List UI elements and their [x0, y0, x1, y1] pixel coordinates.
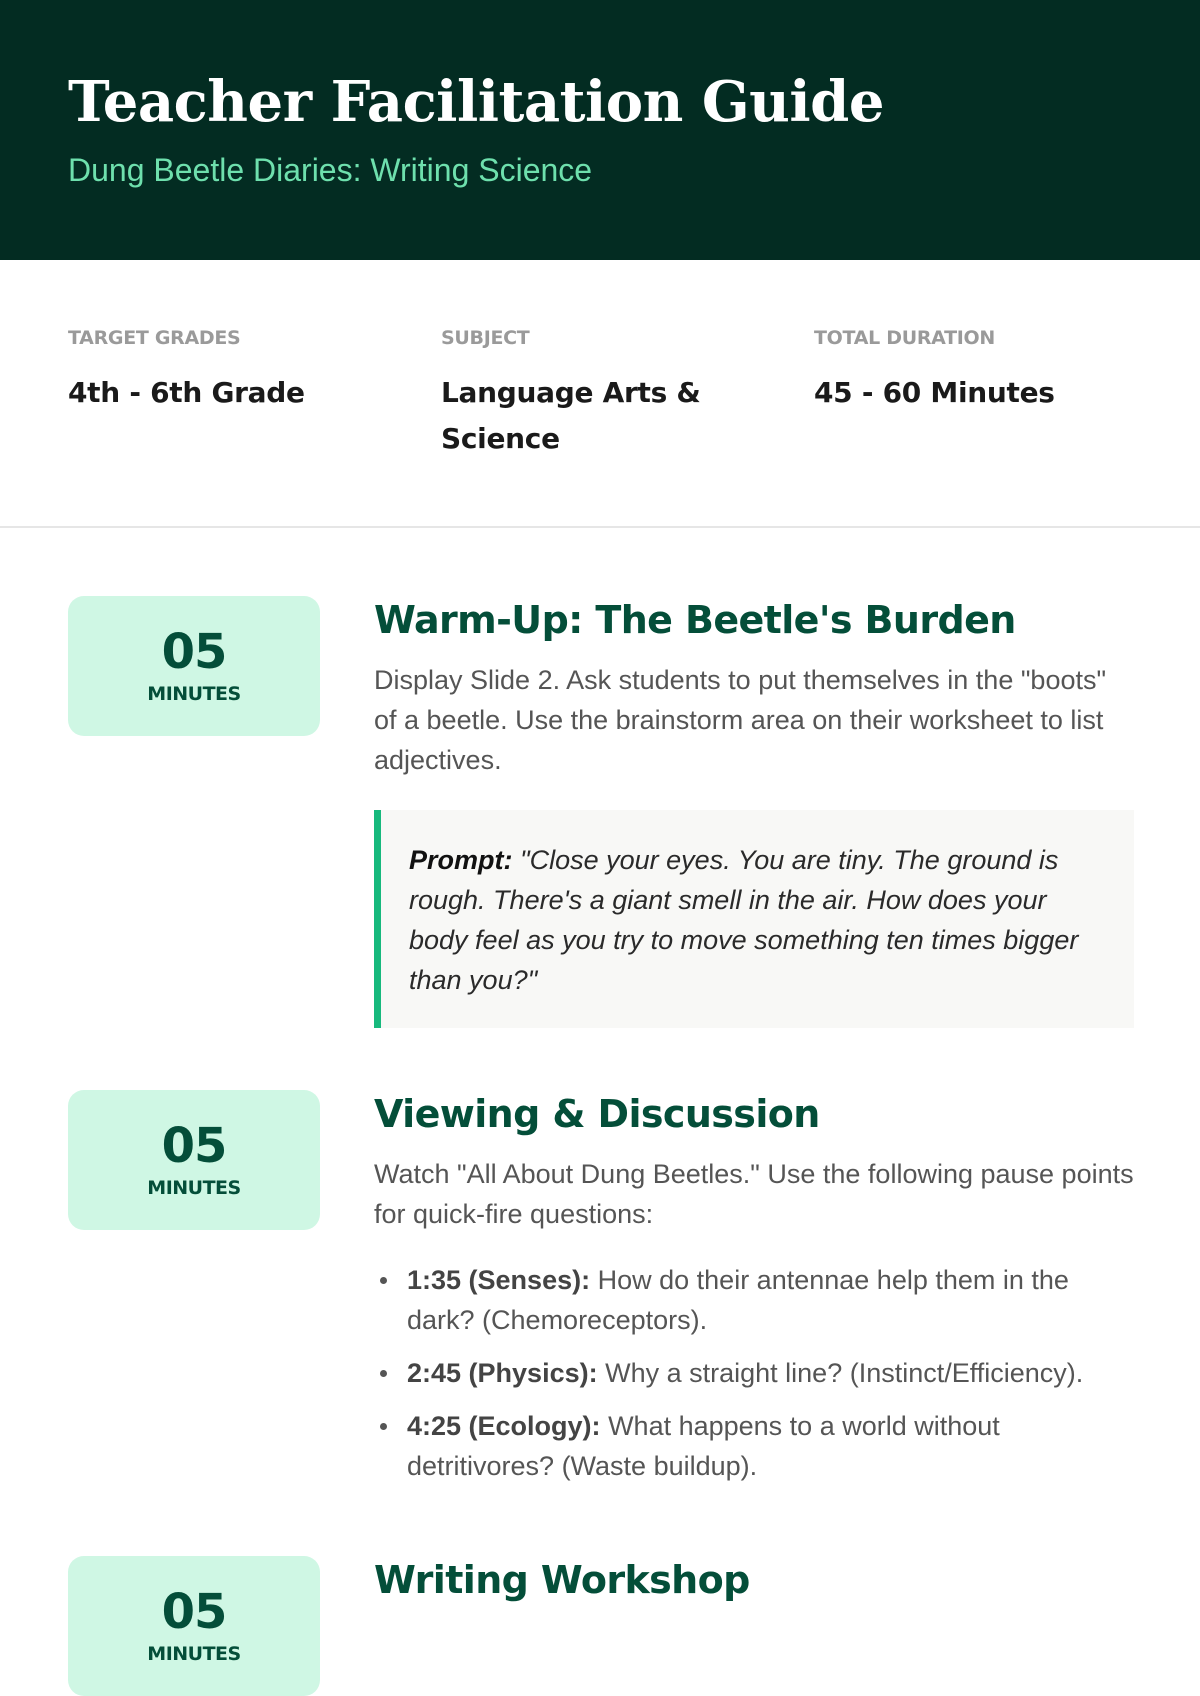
list-item [374, 1406, 1134, 1486]
list-item [374, 1260, 1134, 1340]
duration-badge [68, 1090, 320, 1230]
pause-point-question: What happens to a world without detritivores? (Waste buildup). [407, 1411, 1000, 1481]
pause-points-list [374, 1260, 1134, 1486]
lesson-meta [0, 260, 1200, 528]
meta-value: 4th - 6th Grade [68, 376, 305, 409]
duration-minutes: 05 [161, 1584, 227, 1640]
list-item [374, 1353, 1134, 1393]
page-header [0, 0, 1200, 260]
duration-unit: MINUTES [147, 1643, 241, 1665]
duration-unit: MINUTES [147, 683, 241, 705]
page-title: Teacher Facilitation Guide [68, 69, 884, 135]
meta-label: TOTAL DURATION [814, 327, 995, 349]
section-content [374, 1090, 1134, 1499]
pause-point-question: How do their antennae help them in the dark? (Chemoreceptors). [407, 1265, 1069, 1335]
meta-target-grades [68, 326, 408, 416]
duration-unit: MINUTES [147, 1177, 241, 1199]
pause-point-time: 1:35 (Senses): [407, 1265, 591, 1295]
meta-label: SUBJECT [441, 327, 530, 349]
meta-subject [441, 326, 741, 462]
pause-point-time: 4:25 (Ecology): [407, 1411, 601, 1441]
section-title: Viewing & Discussion [374, 1092, 820, 1136]
prompt-label: Prompt: [409, 845, 513, 875]
duration-minutes: 05 [161, 1118, 227, 1174]
prompt-callout [374, 810, 1134, 1028]
duration-minutes: 05 [161, 624, 227, 680]
meta-value: Language Arts & Science [441, 376, 701, 455]
meta-value: 45 - 60 Minutes [814, 376, 1055, 409]
section-description: Display Slide 2. Ask students to put themselves in the "boots" of a beetle. Use the brainstorm area on their worksheet to list adjectives. [374, 665, 1107, 775]
section-content [374, 596, 1134, 1028]
section-title: Warm-Up: The Beetle's Burden [374, 598, 1016, 642]
meta-total-duration [814, 326, 1154, 416]
page-subtitle: Dung Beetle Diaries: Writing Science [68, 152, 593, 188]
meta-label: TARGET GRADES [68, 327, 241, 349]
section-content [374, 1556, 1134, 1604]
section-title: Writing Workshop [374, 1558, 750, 1602]
section-description: Watch "All About Dung Beetles." Use the following pause points for quick-fire questions: [374, 1159, 1134, 1229]
pause-point-time: 2:45 (Physics): [407, 1358, 598, 1388]
duration-badge [68, 596, 320, 736]
duration-badge [68, 1556, 320, 1696]
pause-point-question: Why a straight line? (Instinct/Efficiency). [605, 1358, 1084, 1388]
prompt-text: "Close your eyes. You are tiny. The ground is rough. There's a giant smell in the air. How does your body feel as you try to move something ten times bigger than you?" [409, 845, 1079, 995]
